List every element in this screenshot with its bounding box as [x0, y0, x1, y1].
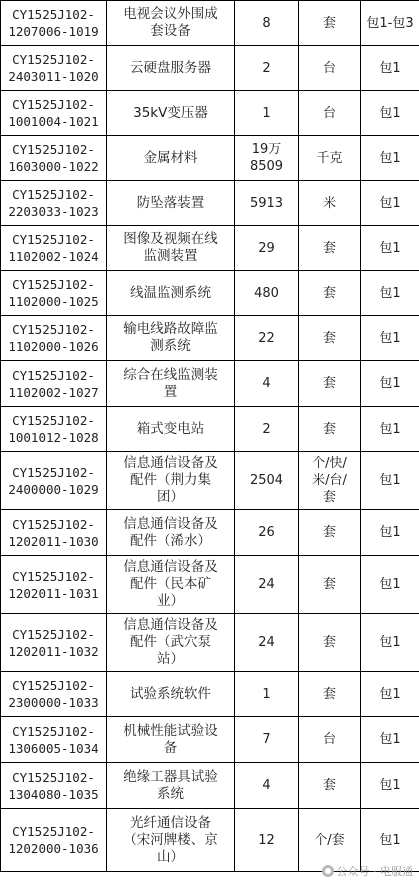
- item-code-cell: CY1525J102- 1102002-1024: [1, 226, 107, 271]
- package-cell: 包1: [361, 361, 419, 407]
- table-row: [1, 672, 419, 717]
- item-code-cell: CY1525J102- 1306005-1034: [1, 717, 107, 763]
- item-name-cell: 信息通信设备及 配件（荆力集 团）: [107, 452, 235, 510]
- item-name-cell: 综合在线监测装 置: [107, 361, 235, 407]
- quantity-cell: 19万 8509: [235, 136, 299, 181]
- item-name-cell: 机械性能试验设 备: [107, 717, 235, 763]
- wechat-icon: [322, 865, 334, 877]
- quantity-cell: 24: [235, 614, 299, 672]
- item-name-cell: 金属材料: [107, 136, 235, 181]
- quantity-cell: 5913: [235, 181, 299, 226]
- unit-cell: 台: [299, 717, 361, 763]
- package-cell: 包1: [361, 91, 419, 136]
- package-cell: 包1: [361, 226, 419, 271]
- table-row: [1, 136, 419, 181]
- item-code-cell: CY1525J102- 1001004-1021: [1, 91, 107, 136]
- item-code-cell: CY1525J102- 1102000-1025: [1, 271, 107, 316]
- item-name-cell: 信息通信设备及 配件（浠水）: [107, 510, 235, 556]
- unit-cell: 套: [299, 1, 361, 46]
- item-code-cell: CY1525J102- 1603000-1022: [1, 136, 107, 181]
- item-code-cell: CY1525J102- 1207006-1019: [1, 1, 107, 46]
- unit-cell: 台: [299, 46, 361, 91]
- quantity-cell: 1: [235, 91, 299, 136]
- item-code-cell: CY1525J102- 1304080-1035: [1, 763, 107, 809]
- item-name-cell: 输电线路故障监 测系统: [107, 316, 235, 361]
- quantity-cell: 7: [235, 717, 299, 763]
- quantity-cell: 2: [235, 46, 299, 91]
- package-cell: 包1: [361, 717, 419, 763]
- unit-cell: 套: [299, 361, 361, 407]
- unit-cell: 千克: [299, 136, 361, 181]
- table-row: [1, 316, 419, 361]
- item-name-cell: 绝缘工器具试验 系统: [107, 763, 235, 809]
- table-row: [1, 556, 419, 614]
- quantity-cell: 8: [235, 1, 299, 46]
- item-code-cell: CY1525J102- 1102000-1026: [1, 316, 107, 361]
- quantity-cell: 29: [235, 226, 299, 271]
- item-code-cell: CY1525J102- 1202011-1031: [1, 556, 107, 614]
- item-code-cell: CY1525J102- 2203033-1023: [1, 181, 107, 226]
- package-cell: 包1: [361, 809, 419, 872]
- table-row: [1, 91, 419, 136]
- item-name-cell: 图像及视频在线 监测装置: [107, 226, 235, 271]
- watermark: [322, 863, 414, 879]
- unit-cell: 套: [299, 316, 361, 361]
- unit-cell: 台: [299, 91, 361, 136]
- item-name-cell: 箱式变电站: [107, 407, 235, 452]
- item-name-cell: 线温监测系统: [107, 271, 235, 316]
- table-row: [1, 717, 419, 763]
- item-name-cell: 云硬盘服务器: [107, 46, 235, 91]
- item-code-cell: CY1525J102- 2403011-1020: [1, 46, 107, 91]
- unit-cell: 套: [299, 672, 361, 717]
- unit-cell: 套: [299, 510, 361, 556]
- table-row: [1, 226, 419, 271]
- package-cell: 包1: [361, 510, 419, 556]
- package-cell: 包1: [361, 614, 419, 672]
- item-code-cell: CY1525J102- 1102002-1027: [1, 361, 107, 407]
- package-cell: 包1-包3: [361, 1, 419, 46]
- unit-cell: 套: [299, 614, 361, 672]
- unit-cell: 套: [299, 226, 361, 271]
- watermark-text: 公众号 · 电服通: [336, 865, 413, 878]
- package-cell: 包1: [361, 556, 419, 614]
- item-name-cell: 试验系统软件: [107, 672, 235, 717]
- table-row: [1, 361, 419, 407]
- item-name-cell: 35kV变压器: [107, 91, 235, 136]
- unit-cell: 套: [299, 407, 361, 452]
- unit-cell: 个/套: [299, 809, 361, 872]
- table-row: [1, 407, 419, 452]
- item-name-cell: 信息通信设备及 配件（民本矿 业）: [107, 556, 235, 614]
- unit-cell: 个/快/ 米/台/ 套: [299, 452, 361, 510]
- item-code-cell: CY1525J102- 1001012-1028: [1, 407, 107, 452]
- item-name-cell: 电视会议外围成 套设备: [107, 1, 235, 46]
- table-row: [1, 271, 419, 316]
- table-row: [1, 181, 419, 226]
- package-cell: 包1: [361, 316, 419, 361]
- unit-cell: 米: [299, 181, 361, 226]
- table-row: [1, 452, 419, 510]
- quantity-cell: 22: [235, 316, 299, 361]
- package-cell: 包1: [361, 271, 419, 316]
- package-cell: 包1: [361, 46, 419, 91]
- quantity-cell: 2504: [235, 452, 299, 510]
- quantity-cell: 24: [235, 556, 299, 614]
- table-row: [1, 46, 419, 91]
- package-cell: 包1: [361, 136, 419, 181]
- package-cell: 包1: [361, 407, 419, 452]
- table-row: [1, 1, 419, 46]
- unit-cell: 套: [299, 556, 361, 614]
- quantity-cell: 4: [235, 763, 299, 809]
- package-cell: 包1: [361, 452, 419, 510]
- package-cell: 包1: [361, 672, 419, 717]
- quantity-cell: 2: [235, 407, 299, 452]
- item-code-cell: CY1525J102- 2300000-1033: [1, 672, 107, 717]
- unit-cell: 套: [299, 271, 361, 316]
- item-code-cell: CY1525J102- 1202000-1036: [1, 809, 107, 872]
- package-cell: 包1: [361, 763, 419, 809]
- quantity-cell: 480: [235, 271, 299, 316]
- item-code-cell: CY1525J102- 2400000-1029: [1, 452, 107, 510]
- quantity-cell: 12: [235, 809, 299, 872]
- item-code-cell: CY1525J102- 1202011-1030: [1, 510, 107, 556]
- table-row: [1, 614, 419, 672]
- item-name-cell: 光纤通信设备 （宋河牌楼、京 山）: [107, 809, 235, 872]
- quantity-cell: 1: [235, 672, 299, 717]
- item-name-cell: 防坠落装置: [107, 181, 235, 226]
- table-row: [1, 763, 419, 809]
- unit-cell: 套: [299, 763, 361, 809]
- table-row: [1, 510, 419, 556]
- item-code-cell: CY1525J102- 1202011-1032: [1, 614, 107, 672]
- item-name-cell: 信息通信设备及 配件（武穴泵 站）: [107, 614, 235, 672]
- quantity-cell: 26: [235, 510, 299, 556]
- quantity-cell: 4: [235, 361, 299, 407]
- package-cell: 包1: [361, 181, 419, 226]
